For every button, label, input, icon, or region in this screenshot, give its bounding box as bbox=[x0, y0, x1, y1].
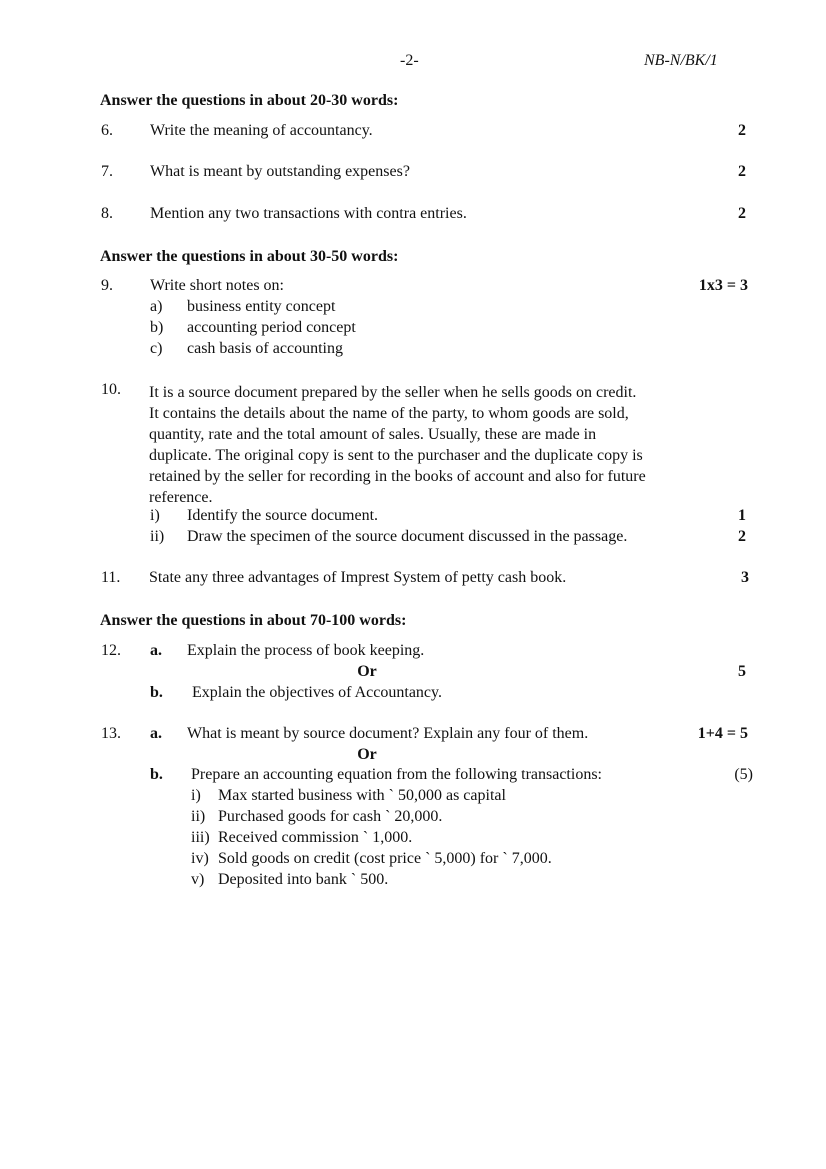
question-text: State any three advantages of Imprest System of petty cash book. bbox=[149, 569, 567, 586]
sub-item-text: Sold goods on credit (cost price ` 5,000) for ` 7,000. bbox=[218, 850, 552, 867]
passage-line: It is a source document prepared by the seller when he sells goods on credit. bbox=[149, 384, 637, 401]
option-text-b: Prepare an accounting equation from the following transactions: bbox=[191, 766, 602, 783]
option-text-b: Explain the objectives of Accountancy. bbox=[192, 684, 442, 701]
sub-item-text: Identify the source document. bbox=[187, 507, 379, 524]
sub-item-text: Received commission ` 1,000. bbox=[218, 829, 413, 846]
question-passage bbox=[149, 382, 724, 508]
sub-item-label: ii) bbox=[191, 808, 206, 825]
question-number: 6. bbox=[101, 122, 113, 139]
sub-item-label: i) bbox=[191, 787, 201, 804]
sub-item-text: accounting period concept bbox=[187, 319, 356, 336]
sub-item-label: a) bbox=[150, 298, 163, 315]
option-marks-a: 1+4 = 5 bbox=[697, 725, 748, 742]
sub-item-label: c) bbox=[150, 340, 163, 357]
question-marks: 2 bbox=[738, 205, 746, 222]
question-marks: 1x3 = 3 bbox=[698, 277, 748, 294]
question-marks: 2 bbox=[738, 122, 746, 139]
question-text: Write the meaning of accountancy. bbox=[150, 122, 373, 139]
sub-item-text: cash basis of accounting bbox=[187, 340, 343, 357]
question-text: Write short notes on: bbox=[150, 277, 284, 294]
sub-item-text: Draw the specimen of the source document discussed in the passage. bbox=[187, 528, 628, 545]
question-number: 9. bbox=[101, 277, 113, 294]
sub-item-text: Max started business with ` 50,000 as capital bbox=[218, 787, 506, 804]
question-number: 12. bbox=[101, 642, 121, 659]
option-text-a: Explain the process of book keeping. bbox=[187, 642, 425, 659]
passage-line: reference. bbox=[149, 489, 213, 506]
question-number: 11. bbox=[101, 569, 121, 586]
question-text: What is meant by outstanding expenses? bbox=[150, 163, 410, 180]
question-marks: 2 bbox=[738, 163, 746, 180]
or-divider: Or bbox=[357, 663, 377, 680]
option-label-b: b. bbox=[150, 766, 163, 783]
section-heading-1: Answer the questions in about 20-30 words: bbox=[100, 92, 399, 109]
question-number: 7. bbox=[101, 163, 113, 180]
paper-code: NB-N/BK/1 bbox=[644, 52, 718, 69]
sub-item-marks: 1 bbox=[738, 507, 746, 524]
sub-item-label: iii) bbox=[191, 829, 210, 846]
question-number: 10. bbox=[101, 381, 121, 398]
page-number: -2- bbox=[400, 52, 419, 69]
sub-item-marks: 2 bbox=[738, 528, 746, 545]
section-heading-3: Answer the questions in about 70-100 words: bbox=[100, 612, 407, 629]
sub-item-label: b) bbox=[150, 319, 164, 336]
option-label-a: a. bbox=[150, 642, 162, 659]
question-number: 13. bbox=[101, 725, 121, 742]
question-marks: 5 bbox=[738, 663, 746, 680]
passage-line: duplicate. The original copy is sent to the purchaser and the duplicate copy is bbox=[149, 447, 643, 464]
sub-item-label: iv) bbox=[191, 850, 209, 867]
question-number: 8. bbox=[101, 205, 113, 222]
option-marks-b: (5) bbox=[734, 766, 753, 783]
question-text: Mention any two transactions with contra entries. bbox=[150, 205, 467, 222]
option-label-a: a. bbox=[150, 725, 162, 742]
passage-line: It contains the details about the name of the party, to whom goods are sold, bbox=[149, 405, 629, 422]
passage-line: retained by the seller for recording in the books of account and also for future bbox=[149, 468, 646, 485]
option-text-a: What is meant by source document? Explain any four of them. bbox=[187, 725, 589, 742]
or-divider: Or bbox=[357, 746, 377, 763]
section-heading-2: Answer the questions in about 30-50 words: bbox=[100, 248, 399, 265]
sub-item-text: business entity concept bbox=[187, 298, 336, 315]
sub-item-label: ii) bbox=[150, 528, 165, 545]
passage-line: quantity, rate and the total amount of sales. Usually, these are made in bbox=[149, 426, 597, 443]
sub-item-text: Deposited into bank ` 500. bbox=[218, 871, 389, 888]
option-label-b: b. bbox=[150, 684, 163, 701]
sub-item-label: v) bbox=[191, 871, 205, 888]
sub-item-text: Purchased goods for cash ` 20,000. bbox=[218, 808, 443, 825]
question-marks: 3 bbox=[741, 569, 749, 586]
sub-item-label: i) bbox=[150, 507, 160, 524]
